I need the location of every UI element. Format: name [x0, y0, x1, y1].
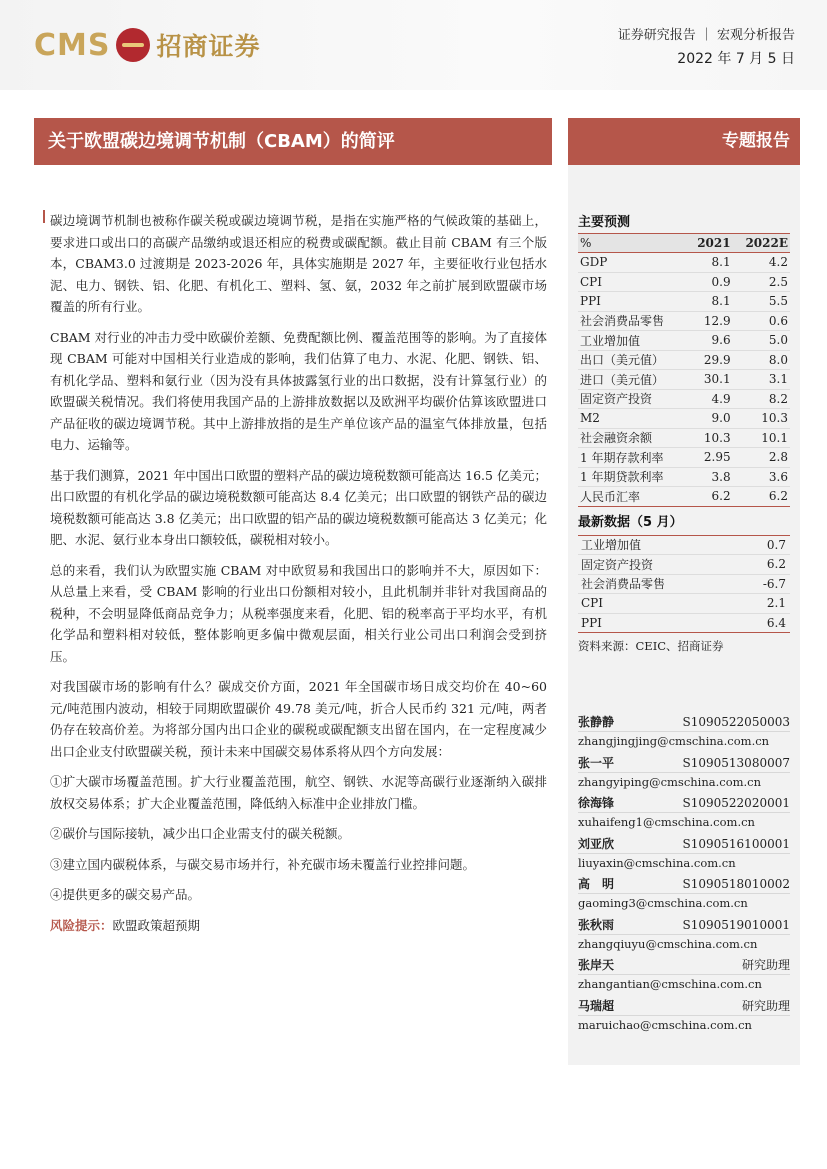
value-2022e: 10.1	[733, 428, 790, 448]
value-2021: 29.9	[687, 350, 733, 370]
report-date: 2022 年 7 月 5 日	[677, 51, 795, 67]
value-2021: 9.6	[687, 331, 733, 351]
table-row	[578, 292, 790, 312]
table-row	[578, 370, 790, 390]
value-2021: 2.95	[687, 448, 733, 468]
forecast-header-unit: %	[578, 234, 687, 253]
analyst-email[interactable]: xuhaifeng1@cmschina.com.cn	[578, 815, 755, 829]
forecast-header-row	[578, 234, 790, 253]
latest-value: 2.1	[737, 594, 790, 614]
paragraph: 总的来看，我们认为欧盟实施 CBAM 对中欧贸易和我国出口的影响并不大，原因如下：从总量上来看，受 CBAM 影响的行业出口份额相对较小，且此机制并非针对我国商品的税种，不会明显降低商品竞争力；从税率强度来看，化肥、铝的税率高于平均水平，有机化学品和塑料相对较低，整体影响更多偏中微观层面，相关行业公司出口利润会受到挤压。	[50, 562, 547, 664]
analyst-role: 研究助理	[741, 958, 790, 972]
report-topic: 专题报告	[568, 118, 800, 165]
analyst-email[interactable]: maruichao@cmschina.com.cn	[578, 1017, 752, 1032]
table-row	[578, 389, 790, 409]
value-2022e: 8.0	[733, 350, 790, 370]
indicator-label: 工业增加值	[578, 331, 687, 351]
table-row	[578, 428, 790, 448]
analyst-entry	[578, 713, 790, 754]
indicator-label: PPI	[578, 613, 737, 633]
analyst-entry	[578, 875, 790, 916]
risk-text: 欧盟政策超预期	[112, 917, 201, 933]
paragraph: 碳边境调节机制也被称作碳关税或碳边境调节税，是指在实施严格的气候政策的基础上，要求进口或出口的高碳产品缴纳或退还相应的税费或碳配额。截止目前 CBAM 有三个版本，CBAM3.0 过渡期是 2023-2026 年，具体实施期是 2027 年，主要征收行业包括水泥、电力、钢铁、铝、化肥、有机化工、塑料、氢、氨，2032 年之前扩展到欧盟碳市场覆盖的所有行业。	[50, 213, 547, 314]
value-2022e: 4.2	[733, 253, 790, 273]
paragraph: CBAM 对行业的冲击力受中欧碳价差额、免费配额比例、覆盖范围等的影响。为了直接体现 CBAM 可能对中国相关行业造成的影响，我们估算了电力、水泥、化肥、钢铁、铝、有机化学品、塑料和氨行业（因为没有具体披露氢行业的出口数据，没有计算氢行业）的欧盟碳关税情况。我们将使用我国产品的上游排放数据以及欧洲平均碳价估算该欧盟进口产品征收的碳边境调节税。其中上游排放指的是生产单位该产品的温室气体排放量，包括电力、运输等。	[50, 329, 547, 452]
paragraph: ③建立国内碳税体系，与碳交易市场并行，补充碳市场未覆盖行业控排问题。	[50, 856, 476, 872]
analyst-email[interactable]: gaoming3@cmschina.com.cn	[578, 896, 748, 910]
table-row	[578, 487, 790, 507]
forecast-header-2021: 2021	[687, 234, 733, 253]
paragraph: ①扩大碳市场覆盖范围。扩大行业覆盖范围，航空、钢铁、水泥等高碳行业逐渐纳入碳排放权交易体系；扩大企业覆盖范围，降低纳入标准中企业排放门槛。	[50, 774, 547, 811]
indicator-label: M2	[578, 409, 687, 429]
value-2021: 8.1	[687, 253, 733, 273]
paragraph: ④提供更多的碳交易产品。	[50, 887, 201, 902]
indicator-label: GDP	[578, 253, 687, 273]
analyst-name: 徐海锋	[578, 796, 615, 810]
analyst-name: 张一平	[578, 755, 615, 770]
risk-warning	[50, 915, 547, 936]
analyst-email[interactable]: zhangjingjing@cmschina.com.cn	[578, 734, 770, 748]
indicator-label: 进口（美元值）	[578, 370, 687, 390]
indicator-label: 1 年期贷款利率	[578, 467, 687, 487]
indicator-label: 社会消费品零售	[578, 574, 737, 594]
indicator-label: CPI	[578, 594, 737, 614]
analyst-license: S1090522020001	[682, 796, 790, 810]
analyst-email[interactable]: zhangantian@cmschina.com.cn	[578, 977, 762, 991]
analyst-name: 张岸天	[578, 958, 615, 972]
table-row	[578, 350, 790, 370]
value-2022e: 10.3	[733, 409, 790, 429]
main-body	[50, 210, 547, 936]
analyst-entry	[578, 997, 790, 1038]
value-2021: 10.3	[687, 428, 733, 448]
indicator-label: 社会融资余额	[578, 428, 687, 448]
analyst-license: S1090522050003	[682, 715, 790, 729]
table-row	[578, 535, 790, 555]
analyst-name: 马瑞超	[578, 998, 615, 1013]
risk-label: 风险提示：	[50, 917, 113, 933]
analyst-role: 研究助理	[741, 998, 790, 1013]
analyst-entry	[578, 794, 790, 835]
indicator-label: 人民币汇率	[578, 487, 687, 507]
analyst-entry	[578, 956, 790, 997]
value-2022e: 5.0	[733, 331, 790, 351]
paragraph: 对我国碳市场的影响有什么？碳成交价方面，2021 年全国碳市场日成交均价在 40~60 元/吨范围内波动，相较于同期欧盟碳价 49.78 美元/吨，折合人民币约 321 元/吨，两者仍存在较高价差。为将部分国内出口企业的碳税或碳配额支出留在国内，在一定程度减少出口企业支付欧盟碳关税，预计未来中国碳交易体系将从四个方向发展：	[50, 679, 547, 759]
value-2021: 30.1	[687, 370, 733, 390]
latest-value: 6.4	[737, 613, 790, 633]
sidebar	[568, 165, 800, 1065]
latest-value: 6.2	[737, 555, 790, 575]
analyst-email[interactable]: zhangyiping@cmschina.com.cn	[578, 774, 762, 789]
value-2022e: 3.1	[733, 370, 790, 390]
report-type: 证券研究报告 ｜ 宏观分析报告	[617, 28, 795, 43]
analyst-license: S1090518010002	[682, 877, 790, 891]
company-logo	[34, 22, 261, 68]
value-2022e: 0.6	[733, 311, 790, 331]
analyst-license: S1090516100001	[682, 836, 790, 851]
accent-line	[43, 210, 45, 223]
indicator-label: 社会消费品零售	[578, 311, 687, 331]
indicator-label: CPI	[578, 272, 687, 292]
value-2021: 6.2	[687, 487, 733, 507]
indicator-label: 固定资产投资	[578, 389, 687, 409]
analyst-email[interactable]: zhangqiuyu@cmschina.com.cn	[578, 936, 758, 951]
forecast-title: 主要预测	[578, 215, 631, 230]
table-row	[578, 555, 790, 575]
indicator-label: 工业增加值	[578, 535, 737, 555]
value-2021: 4.9	[687, 389, 733, 409]
analyst-entry	[578, 754, 790, 795]
table-row	[578, 272, 790, 292]
table-row	[578, 253, 790, 273]
table-row	[578, 311, 790, 331]
analyst-entry	[578, 916, 790, 957]
analyst-name: 刘亚欣	[578, 836, 615, 851]
paragraph: ②碳价与国际接轨，减少出口企业需支付的碳关税额。	[50, 826, 351, 841]
latest-value: -6.7	[737, 574, 790, 594]
latest-value: 0.7	[737, 535, 790, 555]
forecast-header-2022e: 2022E	[733, 234, 790, 253]
table-row	[578, 467, 790, 487]
analyst-name: 张秋雨	[578, 917, 615, 932]
indicator-label: 1 年期存款利率	[578, 448, 687, 468]
indicator-label: 固定资产投资	[578, 555, 737, 575]
latest-data-title: 最新数据（5 月）	[578, 514, 683, 530]
value-2022e: 2.8	[733, 448, 790, 468]
value-2022e: 2.5	[733, 272, 790, 292]
logo-latin: CMS	[34, 27, 111, 63]
table-row	[578, 448, 790, 468]
analyst-license: S1090519010001	[682, 917, 790, 932]
table-row	[578, 594, 790, 614]
table-row	[578, 574, 790, 594]
forecast-table	[578, 233, 790, 507]
sidebar-content	[578, 213, 790, 654]
table-row	[578, 409, 790, 429]
latest-data-table	[578, 535, 790, 634]
analyst-list	[578, 713, 790, 1037]
analyst-email[interactable]: liuyaxin@cmschina.com.cn	[578, 855, 736, 870]
value-2022e: 8.2	[733, 389, 790, 409]
analyst-name: 张静静	[578, 715, 615, 729]
value-2022e: 6.2	[733, 487, 790, 507]
value-2021: 3.8	[687, 467, 733, 487]
value-2022e: 5.5	[733, 292, 790, 312]
data-source: 资料来源：CEIC、招商证券	[578, 639, 724, 653]
logo-chinese: 招商证券	[156, 32, 261, 61]
value-2021: 0.9	[687, 272, 733, 292]
value-2021: 8.1	[687, 292, 733, 312]
indicator-label: PPI	[578, 292, 687, 312]
value-2021: 9.0	[687, 409, 733, 429]
table-row	[578, 613, 790, 633]
paragraph: 基于我们测算，2021 年中国出口欧盟的塑料产品的碳边境税数额可能高达 16.5 亿美元；出口欧盟的有机化学品的碳边境税数额可能高达 8.4 亿美元；出口欧盟的钢铁产品的碳边境税数额可能高达 3.8 亿美元；出口欧盟的铝产品的碳边境税数额可能高达 3 亿美元；化肥、水泥、氨行业本身出口额较低，碳税相对较小。	[50, 467, 547, 547]
table-row	[578, 331, 790, 351]
report-title: 关于欧盟碳边境调节机制（CBAM）的简评	[34, 118, 552, 165]
value-2022e: 3.6	[733, 467, 790, 487]
analyst-name: 高 明	[578, 877, 615, 891]
value-2021: 12.9	[687, 311, 733, 331]
logo-emblem-icon	[116, 28, 150, 62]
indicator-label: 出口（美元值）	[578, 350, 687, 370]
analyst-entry	[578, 835, 790, 876]
analyst-license: S1090513080007	[682, 755, 790, 770]
